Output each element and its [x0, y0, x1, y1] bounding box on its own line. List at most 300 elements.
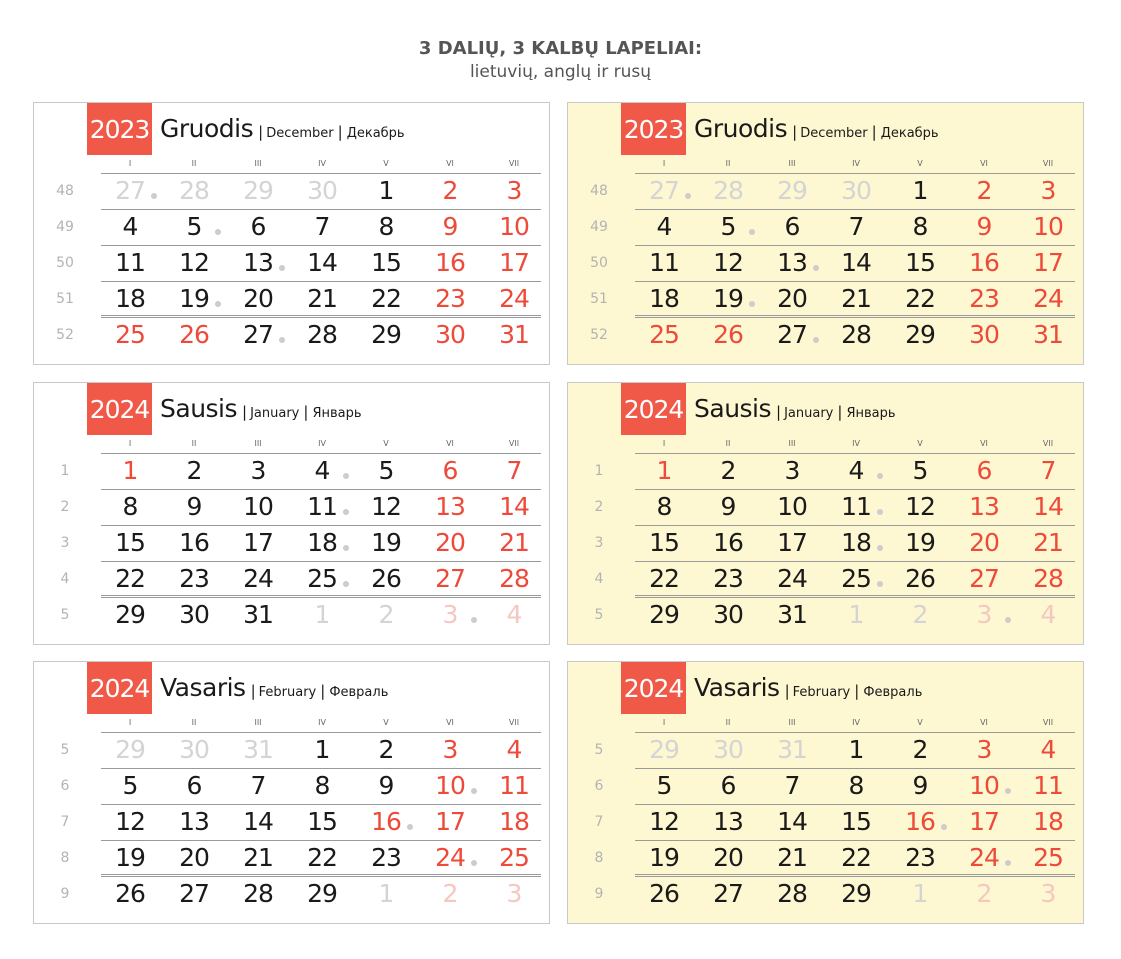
day-number: 27	[243, 320, 273, 349]
day-number: 16	[905, 807, 935, 836]
day-number: 31	[243, 600, 273, 629]
day-number: 17	[435, 807, 465, 836]
day-number: 15	[115, 528, 145, 557]
day-number: 4	[314, 456, 330, 485]
day-number: 3	[784, 456, 800, 485]
day-number: 3	[250, 456, 266, 485]
day-number: 18	[499, 807, 529, 836]
day-number: 14	[243, 807, 273, 836]
weekday-label: III	[788, 159, 796, 168]
week-number: 52	[56, 327, 74, 343]
weekday-label: V	[383, 718, 389, 727]
weekday-label: II	[191, 718, 197, 727]
week-number: 5	[594, 607, 604, 623]
day-number: 14	[841, 248, 871, 277]
day-number: 8	[314, 771, 330, 800]
year-badge: 2024	[621, 662, 686, 714]
day-number: 10	[243, 492, 273, 521]
moon-phase-icon	[279, 265, 285, 271]
separator: |	[854, 682, 860, 700]
day-number: 2	[442, 879, 458, 908]
day-number: 31	[1033, 320, 1063, 349]
day-number: 15	[905, 248, 935, 277]
week-number: 8	[594, 850, 604, 866]
day-number: 5	[378, 456, 394, 485]
day-number: 24	[777, 564, 807, 593]
row-divider	[635, 561, 1075, 562]
calendar-sheet	[567, 102, 1084, 365]
day-number: 28	[713, 176, 743, 205]
day-number: 29	[115, 600, 145, 629]
day-number: 2	[442, 176, 458, 205]
month-name-english: January	[250, 406, 300, 421]
weekday-label: VI	[980, 718, 988, 727]
day-number: 24	[499, 284, 529, 313]
day-number: 2	[720, 456, 736, 485]
month-title	[160, 673, 388, 702]
day-number: 31	[499, 320, 529, 349]
day-number: 13	[713, 807, 743, 836]
weekday-label: II	[725, 439, 731, 448]
day-number: 28	[1033, 564, 1063, 593]
separator: |	[337, 123, 343, 141]
week-number: 50	[56, 255, 74, 271]
row-divider	[101, 209, 541, 210]
row-divider	[101, 768, 541, 769]
day-number: 16	[713, 528, 743, 557]
month-name-english: December	[800, 126, 868, 141]
moon-phase-icon	[151, 193, 157, 199]
weekday-label: VI	[980, 159, 988, 168]
day-number: 10	[499, 212, 529, 241]
weekday-label: IV	[318, 159, 326, 168]
separator: |	[871, 123, 877, 141]
day-number: 8	[378, 212, 394, 241]
month-title	[160, 114, 405, 143]
day-number: 12	[371, 492, 401, 521]
day-number: 29	[307, 879, 337, 908]
day-number: 5	[122, 771, 138, 800]
weekday-label: IV	[318, 439, 326, 448]
moon-phase-icon	[343, 581, 349, 587]
row-divider	[101, 874, 541, 875]
day-number: 10	[435, 771, 465, 800]
day-number: 18	[115, 284, 145, 313]
day-number: 25	[307, 564, 337, 593]
row-divider	[101, 489, 541, 490]
day-number: 26	[371, 564, 401, 593]
day-number: 17	[243, 528, 273, 557]
week-number: 5	[60, 607, 70, 623]
day-number: 12	[905, 492, 935, 521]
day-number: 27	[435, 564, 465, 593]
day-number: 1	[314, 600, 330, 629]
day-number: 28	[841, 320, 871, 349]
day-number: 29	[777, 176, 807, 205]
day-number: 27	[179, 879, 209, 908]
calendar-sheet	[567, 661, 1084, 924]
row-divider	[635, 804, 1075, 805]
day-number: 6	[186, 771, 202, 800]
month-name-russian: Декабрь	[880, 126, 939, 141]
week-number: 51	[56, 291, 74, 307]
day-number: 8	[848, 771, 864, 800]
day-number: 1	[656, 456, 672, 485]
day-number: 21	[777, 843, 807, 872]
separator: |	[250, 682, 256, 700]
month-name-russian: Январь	[312, 406, 362, 421]
moon-phase-icon	[877, 545, 883, 551]
day-number: 12	[649, 807, 679, 836]
day-number: 9	[720, 492, 736, 521]
day-number: 3	[1040, 176, 1056, 205]
weekday-label: IV	[852, 439, 860, 448]
month-name-russian: Январь	[846, 406, 896, 421]
moon-phase-icon	[471, 860, 477, 866]
day-number: 11	[649, 248, 679, 277]
row-divider	[101, 804, 541, 805]
day-number: 23	[713, 564, 743, 593]
month-name-lithuanian: Sausis	[694, 394, 772, 423]
day-number: 15	[649, 528, 679, 557]
day-number: 12	[115, 807, 145, 836]
moon-phase-icon	[279, 337, 285, 343]
day-number: 25	[499, 843, 529, 872]
day-number: 7	[1040, 456, 1056, 485]
month-title	[694, 673, 922, 702]
day-number: 17	[1033, 248, 1063, 277]
separator: |	[792, 123, 798, 141]
day-number: 17	[499, 248, 529, 277]
weekday-label: VII	[508, 159, 520, 168]
day-number: 9	[442, 212, 458, 241]
week-number: 4	[60, 571, 70, 587]
week-number: 48	[590, 183, 608, 199]
day-number: 27	[649, 176, 679, 205]
weekday-label: VI	[446, 159, 454, 168]
row-divider	[635, 489, 1075, 490]
year-badge: 2024	[87, 383, 152, 435]
row-divider	[101, 281, 541, 282]
row-divider	[101, 315, 541, 316]
month-name-english: February	[258, 685, 317, 700]
day-number: 22	[905, 284, 935, 313]
day-number: 19	[649, 843, 679, 872]
day-number: 7	[506, 456, 522, 485]
separator: |	[784, 682, 790, 700]
moon-phase-icon	[343, 473, 349, 479]
week-number: 9	[60, 886, 70, 902]
day-number: 20	[713, 843, 743, 872]
day-number: 13	[435, 492, 465, 521]
moon-phase-icon	[215, 301, 221, 307]
separator: |	[303, 403, 309, 421]
day-number: 16	[371, 807, 401, 836]
day-number: 9	[912, 771, 928, 800]
month-title	[160, 394, 362, 423]
week-number: 52	[590, 327, 608, 343]
day-number: 30	[435, 320, 465, 349]
day-number: 19	[179, 284, 209, 313]
day-number: 11	[307, 492, 337, 521]
day-number: 29	[841, 879, 871, 908]
moon-phase-icon	[685, 193, 691, 199]
day-number: 6	[976, 456, 992, 485]
day-number: 29	[649, 735, 679, 764]
day-number: 3	[976, 600, 992, 629]
day-number: 21	[307, 284, 337, 313]
day-number: 27	[713, 879, 743, 908]
day-number: 19	[371, 528, 401, 557]
day-number: 4	[848, 456, 864, 485]
day-number: 12	[179, 248, 209, 277]
weekday-label: I	[128, 718, 132, 727]
day-number: 8	[912, 212, 928, 241]
day-number: 15	[307, 807, 337, 836]
day-number: 21	[1033, 528, 1063, 557]
day-number: 20	[435, 528, 465, 557]
header-subtitle: lietuvių, anglų ir rusų	[469, 62, 652, 82]
day-number: 25	[115, 320, 145, 349]
day-number: 22	[841, 843, 871, 872]
moon-phase-icon	[877, 473, 883, 479]
weekday-label: II	[191, 439, 197, 448]
day-number: 29	[371, 320, 401, 349]
day-number: 30	[307, 176, 337, 205]
day-number: 24	[435, 843, 465, 872]
weekday-label: I	[128, 439, 132, 448]
day-number: 12	[713, 248, 743, 277]
month-name-english: February	[792, 685, 851, 700]
day-number: 28	[499, 564, 529, 593]
day-number: 24	[969, 843, 999, 872]
calendar-sheet	[33, 382, 550, 645]
week-number: 1	[594, 463, 604, 479]
day-number: 23	[179, 564, 209, 593]
weekday-label: III	[254, 718, 262, 727]
row-divider	[101, 173, 541, 174]
day-number: 19	[713, 284, 743, 313]
day-number: 1	[912, 879, 928, 908]
day-number: 13	[179, 807, 209, 836]
day-number: 10	[1033, 212, 1063, 241]
day-number: 27	[115, 176, 145, 205]
day-number: 26	[179, 320, 209, 349]
day-number: 13	[243, 248, 273, 277]
day-number: 11	[841, 492, 871, 521]
month-name-lithuanian: Vasaris	[160, 673, 246, 702]
day-number: 28	[243, 879, 273, 908]
week-number: 2	[60, 499, 70, 515]
week-number: 2	[594, 499, 604, 515]
moon-phase-icon	[941, 824, 947, 830]
moon-phase-icon	[471, 617, 477, 623]
day-number: 4	[1040, 735, 1056, 764]
weekday-label: V	[383, 439, 389, 448]
weekday-label: III	[788, 718, 796, 727]
day-number: 6	[250, 212, 266, 241]
row-divider	[635, 209, 1075, 210]
day-number: 27	[969, 564, 999, 593]
day-number: 2	[976, 879, 992, 908]
day-number: 26	[713, 320, 743, 349]
day-number: 15	[841, 807, 871, 836]
week-number: 51	[590, 291, 608, 307]
day-number: 7	[314, 212, 330, 241]
day-number: 9	[976, 212, 992, 241]
weekday-label: II	[725, 718, 731, 727]
separator: |	[242, 403, 248, 421]
day-number: 9	[378, 771, 394, 800]
month-title	[694, 114, 939, 143]
day-number: 3	[442, 735, 458, 764]
weekday-label: VI	[980, 439, 988, 448]
day-number: 22	[115, 564, 145, 593]
moon-phase-icon	[471, 788, 477, 794]
day-number: 5	[720, 212, 736, 241]
day-number: 11	[115, 248, 145, 277]
day-number: 1	[378, 879, 394, 908]
year-badge: 2023	[621, 103, 686, 155]
day-number: 7	[784, 771, 800, 800]
separator: |	[258, 123, 264, 141]
moon-phase-icon	[1005, 788, 1011, 794]
day-number: 18	[649, 284, 679, 313]
day-number: 16	[179, 528, 209, 557]
moon-phase-icon	[1005, 860, 1011, 866]
weekday-label: VII	[508, 718, 520, 727]
day-number: 20	[777, 284, 807, 313]
week-number: 49	[56, 219, 74, 235]
row-divider	[635, 315, 1075, 316]
day-number: 30	[179, 735, 209, 764]
day-number: 1	[912, 176, 928, 205]
day-number: 24	[1033, 284, 1063, 313]
day-number: 16	[435, 248, 465, 277]
week-number: 4	[594, 571, 604, 587]
day-number: 1	[122, 456, 138, 485]
row-divider	[635, 525, 1075, 526]
day-number: 3	[1040, 879, 1056, 908]
weekday-label: I	[662, 439, 666, 448]
weekday-label: IV	[852, 718, 860, 727]
day-number: 25	[841, 564, 871, 593]
day-number: 1	[848, 735, 864, 764]
moon-phase-icon	[813, 265, 819, 271]
day-number: 21	[841, 284, 871, 313]
day-number: 10	[969, 771, 999, 800]
row-divider	[635, 597, 1075, 598]
day-number: 26	[115, 879, 145, 908]
day-number: 5	[912, 456, 928, 485]
moon-phase-icon	[877, 581, 883, 587]
day-number: 4	[506, 600, 522, 629]
weekday-label: V	[917, 439, 923, 448]
month-title	[694, 394, 896, 423]
day-number: 19	[905, 528, 935, 557]
day-number: 21	[243, 843, 273, 872]
day-number: 2	[378, 735, 394, 764]
row-divider	[101, 876, 541, 877]
day-number: 23	[435, 284, 465, 313]
day-number: 31	[243, 735, 273, 764]
day-number: 20	[179, 843, 209, 872]
day-number: 6	[720, 771, 736, 800]
weekday-label: VII	[1042, 159, 1054, 168]
month-name-lithuanian: Gruodis	[160, 114, 254, 143]
weekday-label: III	[254, 159, 262, 168]
calendar-sheet	[567, 382, 1084, 645]
moon-phase-icon	[343, 545, 349, 551]
row-divider	[101, 597, 541, 598]
row-divider	[635, 768, 1075, 769]
day-number: 9	[186, 492, 202, 521]
day-number: 17	[969, 807, 999, 836]
day-number: 29	[905, 320, 935, 349]
day-number: 27	[777, 320, 807, 349]
week-number: 3	[594, 535, 604, 551]
day-number: 11	[1033, 771, 1063, 800]
day-number: 30	[969, 320, 999, 349]
day-number: 14	[307, 248, 337, 277]
week-number: 7	[60, 814, 70, 830]
day-number: 26	[905, 564, 935, 593]
month-name-lithuanian: Sausis	[160, 394, 238, 423]
row-divider	[635, 173, 1075, 174]
moon-phase-icon	[813, 337, 819, 343]
day-number: 2	[912, 600, 928, 629]
row-divider	[101, 595, 541, 596]
row-divider	[635, 281, 1075, 282]
day-number: 22	[307, 843, 337, 872]
calendar-sheet	[33, 661, 550, 924]
year-badge: 2023	[87, 103, 152, 155]
year-badge: 2024	[621, 383, 686, 435]
header-title: 3 DALIŲ, 3 KALBŲ LAPELIAI:	[418, 38, 703, 59]
week-number: 6	[60, 778, 70, 794]
day-number: 23	[371, 843, 401, 872]
day-number: 22	[649, 564, 679, 593]
row-divider	[101, 453, 541, 454]
day-number: 3	[506, 879, 522, 908]
day-number: 30	[179, 600, 209, 629]
day-number: 18	[841, 528, 871, 557]
row-divider	[635, 453, 1075, 454]
day-number: 25	[649, 320, 679, 349]
weekday-label: VII	[1042, 718, 1054, 727]
day-number: 3	[506, 176, 522, 205]
day-number: 30	[713, 735, 743, 764]
day-number: 2	[186, 456, 202, 485]
weekday-label: VI	[446, 718, 454, 727]
day-number: 28	[179, 176, 209, 205]
row-divider	[635, 840, 1075, 841]
day-number: 23	[969, 284, 999, 313]
month-name-russian: Февраль	[863, 685, 923, 700]
day-number: 2	[976, 176, 992, 205]
separator: |	[837, 403, 843, 421]
day-number: 20	[969, 528, 999, 557]
day-number: 10	[777, 492, 807, 521]
day-number: 14	[1033, 492, 1063, 521]
moon-phase-icon	[343, 509, 349, 515]
day-number: 8	[656, 492, 672, 521]
week-number: 3	[60, 535, 70, 551]
day-number: 19	[115, 843, 145, 872]
day-number: 6	[442, 456, 458, 485]
row-divider	[635, 595, 1075, 596]
week-number: 7	[594, 814, 604, 830]
